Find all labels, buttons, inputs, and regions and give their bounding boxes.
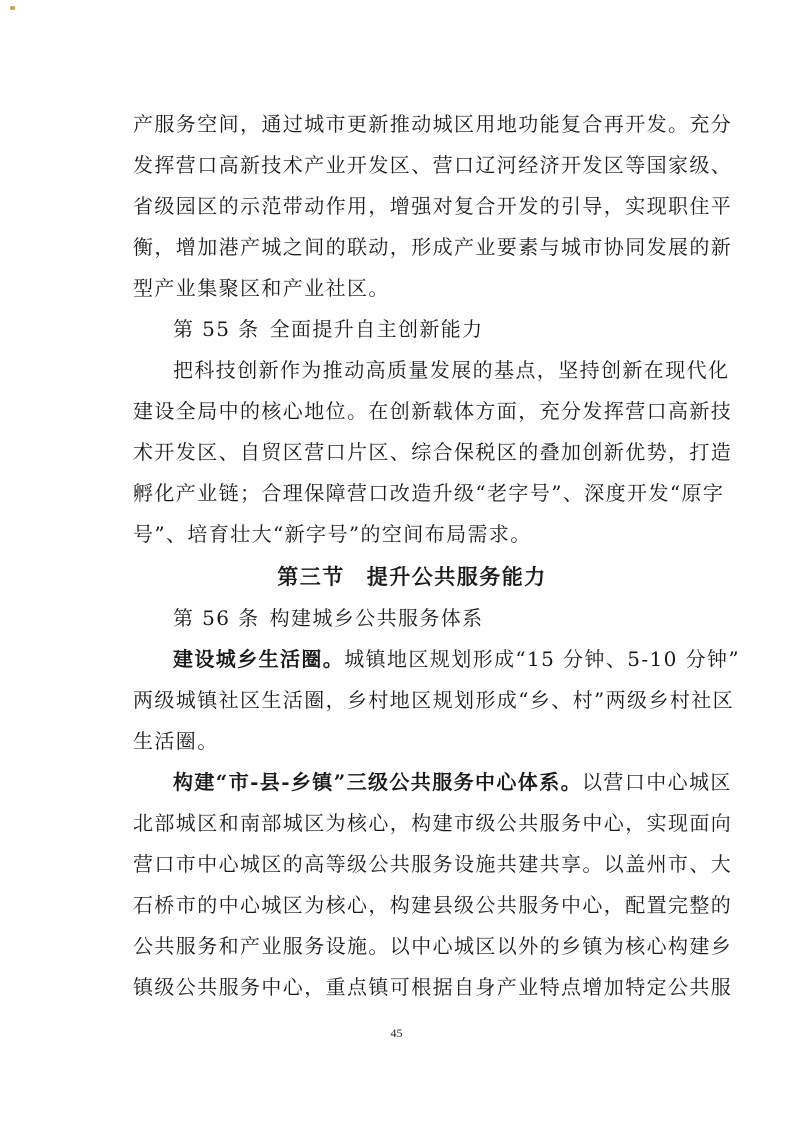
article-56-heading (133, 598, 691, 639)
text-line: 北部城区和南部城区为核心，构建市级公共服务中心，实现面向 (133, 811, 733, 835)
section-number: 第三节 (277, 565, 345, 589)
paragraph-lead-text: 城镇地区规划形成“15 分钟、5-10 分钟” (344, 647, 740, 671)
paragraph-lead-line (133, 639, 740, 680)
text-line: 镇级公共服务中心，重点镇可根据自身产业特点增加特定公共服 (133, 975, 733, 999)
paragraph-lead-bold: 建设城乡生活圈。 (173, 647, 345, 671)
text-line: 术开发区、自贸区营口片区、综合保税区的叠加创新优势，打造 (133, 440, 733, 464)
text-line: 营口市中心城区的高等级公共服务设施共建共享。以盖州市、大 (133, 852, 733, 876)
article-56-number: 第 56 条 (173, 606, 260, 630)
paragraph-lead-bold: 构建“市-县-乡镇”三级公共服务中心体系。 (173, 770, 583, 794)
section-heading: 提升公共服务能力 (366, 565, 547, 589)
text-line: 型产业集聚区和产业社区。 (133, 276, 390, 300)
article-55-title: 全面提升自主创新能力 (269, 317, 484, 341)
text-line: 孵化产业链；合理保障营口改造升级“老字号”、深度开发“原字 (133, 481, 725, 505)
text-line: 两级城镇社区生活圈，乡村地区规划形成“乡、村”两级乡村社区 (133, 688, 735, 712)
text-line: 生活圈。 (133, 729, 219, 753)
paragraph-lead-line (133, 762, 732, 803)
text-line: 石桥市的中心城区为核心，构建县级公共服务中心，配置完整的 (133, 893, 733, 917)
text-line: 把科技创新作为推动高质量发展的基点，坚持创新在现代化 (173, 358, 730, 382)
article-55-heading (133, 309, 691, 350)
section-title (133, 557, 691, 598)
text-line: 省级园区的示范带动作用，增强对复合开发的引导，实现职住平 (133, 194, 733, 218)
page-number: 45 (390, 1026, 403, 1040)
article-55-number: 第 55 条 (173, 317, 260, 341)
document-body (133, 104, 740, 1008)
text-line: 产服务空间，通过城市更新推动城区用地功能复合再开发。充分 (133, 112, 733, 136)
article-56-title: 构建城乡公共服务体系 (269, 606, 484, 630)
text-line: 号”、培育壮大“新字号”的空间布局需求。 (133, 522, 532, 546)
scan-mark (10, 6, 15, 10)
paragraph-lead-text: 以营口中心城区 (582, 770, 732, 794)
text-line: 衡，增加港产城之间的联动，形成产业要素与城市协同发展的新 (133, 235, 733, 259)
text-line: 公共服务和产业服务设施。以中心城区以外的乡镇为核心构建乡 (133, 934, 733, 958)
text-line: 建设全局中的核心地位。在创新载体方面，充分发挥营口高新技 (133, 399, 733, 423)
text-line: 发挥营口高新技术产业开发区、营口辽河经济开发区等国家级、 (133, 153, 733, 177)
